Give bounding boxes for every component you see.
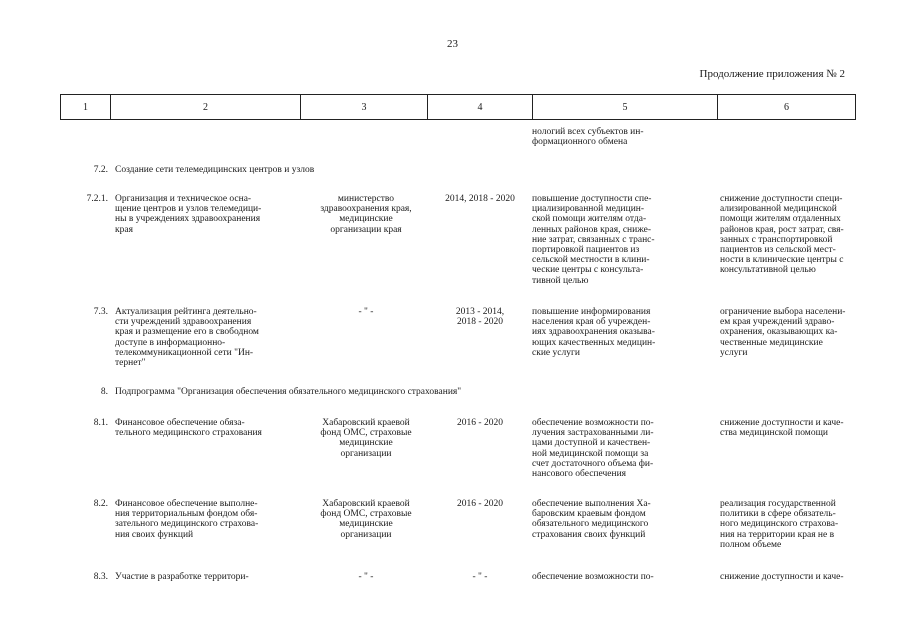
row-number: 7.2.1. — [86, 194, 108, 204]
result-cell: обеспечение возможности по- лучения застрахованными ли- цами доступной и качествен- ной медицинской помощи за счет достаточного объема фи- нансового обеспечения — [532, 418, 654, 480]
executor-cell: министерство здравоохранения края, медицинские организации края — [320, 194, 412, 235]
column-header-row — [60, 94, 856, 120]
period-cell: 2014, 2018 - 2020 — [445, 194, 515, 204]
row-number: 7.2. — [93, 165, 108, 175]
result-cell: обеспечение выполнения Ха- баровским краевым фондом обязательного медицинского страхования своих функций — [532, 499, 651, 540]
result-cell: нологий всех субъектов ин- формационного обмена — [532, 127, 644, 148]
row-number: 8. — [100, 387, 108, 397]
result-cell: повышение информирования населения края об учрежден- иях здравоохранения оказыва- ющих качественных медицин- ские услуги — [532, 307, 656, 358]
column-number-1: 1 — [61, 95, 111, 120]
section-title: Подпрограмма "Организация обеспечения обязательного медицинского страхования" — [115, 387, 462, 397]
result-cell: обеспечение возможности по- — [532, 572, 654, 582]
row-number: 8.1. — [93, 418, 108, 428]
consequence-cell: снижение доступности специ- ализированной медицинской помощи жителям отдаленных районов края, рост затрат, свя- занных с транспортировкой пациентов из сельской мест- ности в клинические центры с консультативной целью — [720, 194, 844, 276]
consequence-cell: реализация государственной политики в сфере обязатель- ного медицинского страхова- ния на территории края не в полном объеме — [720, 499, 839, 550]
executor-cell: - " - — [358, 307, 374, 317]
period-cell: 2016 - 2020 — [457, 418, 503, 428]
row-number: 8.3. — [93, 572, 108, 582]
measure-cell: Актуализация рейтинга деятельно- сти учреждений здравоохранения края и размещение его в свободном доступе в информационно- телекоммуникационной сети "Ин- тернет" — [115, 307, 259, 369]
executor-cell: Хабаровский краевой фонд ОМС, страховые медицинские организации — [320, 418, 412, 459]
column-number-3: 3 — [301, 95, 428, 120]
measure-cell: Организация и техническое осна- щение центров и узлов телемедици- ны в учреждениях здравоохранения края — [115, 194, 262, 235]
consequence-cell: снижение доступности и каче- ства медицинской помощи — [720, 418, 844, 439]
column-number-4: 4 — [428, 95, 533, 120]
consequence-cell: ограничение выбора населени- ем края учреждений здраво- охранения, оказывающих ка- чественные медицинские услуги — [720, 307, 846, 358]
column-number-2: 2 — [111, 95, 301, 120]
executor-cell: Хабаровский краевой фонд ОМС, страховые медицинские организации — [320, 499, 412, 540]
measure-cell: Финансовое обеспечение выполне- ния территориальным фондом обя- зательного медицинского страхова- ния своих функций — [115, 499, 259, 540]
row-number: 8.2. — [93, 499, 108, 509]
result-cell: повышение доступности спе- циализированной медицин- ской помощи жителям отда- ленных районов края, сниже- ние затрат, связанных с транс- портировкой пациентов из сельской местности в клини- ческие центры с консульта- тивной целью — [532, 194, 655, 286]
page-number: 23 — [447, 38, 458, 50]
period-cell: 2013 - 2014, 2018 - 2020 — [455, 307, 505, 328]
period-cell: 2016 - 2020 — [457, 499, 503, 509]
measure-cell: Финансовое обеспечение обяза- тельного медицинского страхования — [115, 418, 262, 439]
period-cell: - " - — [472, 572, 488, 582]
measure-cell: Участие в разработке территори- — [115, 572, 249, 582]
column-number-6: 6 — [718, 95, 856, 120]
column-number-5: 5 — [533, 95, 718, 120]
executor-cell: - " - — [358, 572, 374, 582]
consequence-cell: снижение доступности и каче- — [720, 572, 844, 582]
row-number: 7.3. — [93, 307, 108, 317]
continuation-caption: Продолжение приложения № 2 — [699, 68, 845, 80]
section-title: Создание сети телемедицинских центров и узлов — [115, 165, 315, 175]
